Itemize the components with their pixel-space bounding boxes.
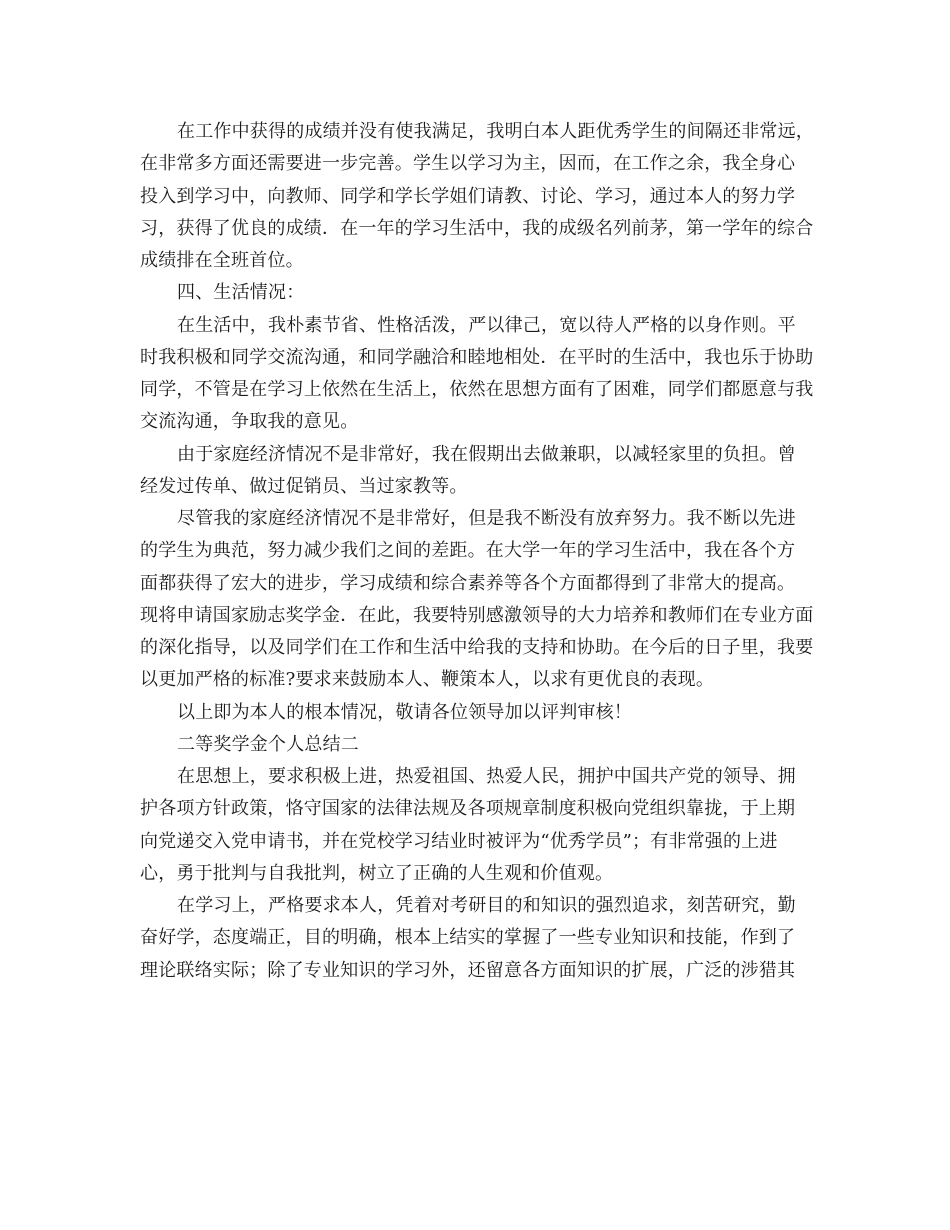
text-line: 经发过传单、做过促销员、当过家教等。 bbox=[140, 475, 468, 497]
text-line: 的深化指导，以及同学们在工作和生活中给我的支持和协助。在今后的日子里，我要 bbox=[140, 637, 814, 658]
document-body bbox=[140, 116, 820, 987]
text-line: 交流沟通，争取我的意见。 bbox=[140, 411, 359, 433]
text-line: 的学生为典范，努力减少我们之间的差距。在大学一年的学习生活中，我在各个方 bbox=[140, 540, 796, 562]
text-line: 在非常多方面还需要进一步完善。学生以学习为主，因而，在工作之余，我全身心 bbox=[140, 153, 796, 175]
text-line: 以上即为本人的根本情况，敬请各位领导加以评判审核！ bbox=[177, 701, 632, 723]
text-line: 时我积极和同学交流沟通，和同学融洽和睦地相处．在平时的生活中，我也乐于协助 bbox=[140, 346, 814, 368]
text-line: 在工作中获得的成绩并没有使我满足，我明白本人距优秀学生的间隔还非常远， bbox=[177, 121, 814, 142]
text-line: 二等奖学金个人总结二 bbox=[177, 733, 359, 755]
text-line: 奋好学，态度端正，目的明确，根本上结实的掌握了一些专业知识和技能，作到了 bbox=[140, 927, 796, 949]
text-line: 由于家庭经济情况不是非常好，我在假期出去做兼职，以减轻家里的负担。曾 bbox=[177, 443, 796, 465]
text-line: 现将申请国家励志奖学金．在此，我要特别感激领导的大力培养和教师们在专业方面 bbox=[140, 604, 814, 626]
text-line: 在生活中，我朴素节省、性格活泼，严以律己，宽以待人严格的以身作则。平 bbox=[177, 314, 796, 336]
text-line: 同学，不管是在学习上依然在生活上，依然在思想方面有了困难，同学们都愿意与我 bbox=[140, 379, 814, 400]
text-line: 在学习上，严格要求本人，凭着对考研目的和知识的强烈追求，刻苦研究，勤 bbox=[177, 895, 796, 916]
text-line: 习，获得了优良的成绩．在一年的学习生活中，我的成级名列前茅，第一学年的综合 bbox=[140, 217, 814, 239]
text-line: 在思想上，要求积极上进，热爱祖国、热爱人民，拥护中国共产党的领导、拥 bbox=[177, 766, 796, 787]
text-line: 理论联络实际；除了专业知识的学习外，还留意各方面知识的扩展，广泛的涉猎其 bbox=[140, 959, 796, 981]
text-line: 心，勇于批判与自我批判，树立了正确的人生观和价值观。 bbox=[140, 862, 614, 884]
text-line: 投入到学习中，向教师、同学和学长学姐们请教、讨论、学习，通过本人的努力学 bbox=[140, 185, 796, 207]
text-line: 以更加严格的标准?要求来鼓励本人、鞭策本人，以求有更优良的表现。 bbox=[140, 669, 715, 691]
text-line: 护各项方针政策，恪守国家的法律法规及各项规章制度积极向党组织靠拢，于上期 bbox=[140, 798, 796, 820]
text-line: 面都获得了宏大的进步，学习成绩和综合素养等各个方面都得到了非常大的提高。 bbox=[140, 572, 796, 594]
text-line: 成绩排在全班首位。 bbox=[140, 250, 304, 271]
text-line: 向党递交入党申请书，并在党校学习结业时被评为“优秀学员”；有非常强的上进 bbox=[140, 830, 778, 852]
text-line: 尽管我的家庭经济情况不是非常好，但是我不断没有放弃努力。我不断以先进 bbox=[177, 508, 796, 529]
text-line: 四、生活情况： bbox=[177, 282, 305, 304]
